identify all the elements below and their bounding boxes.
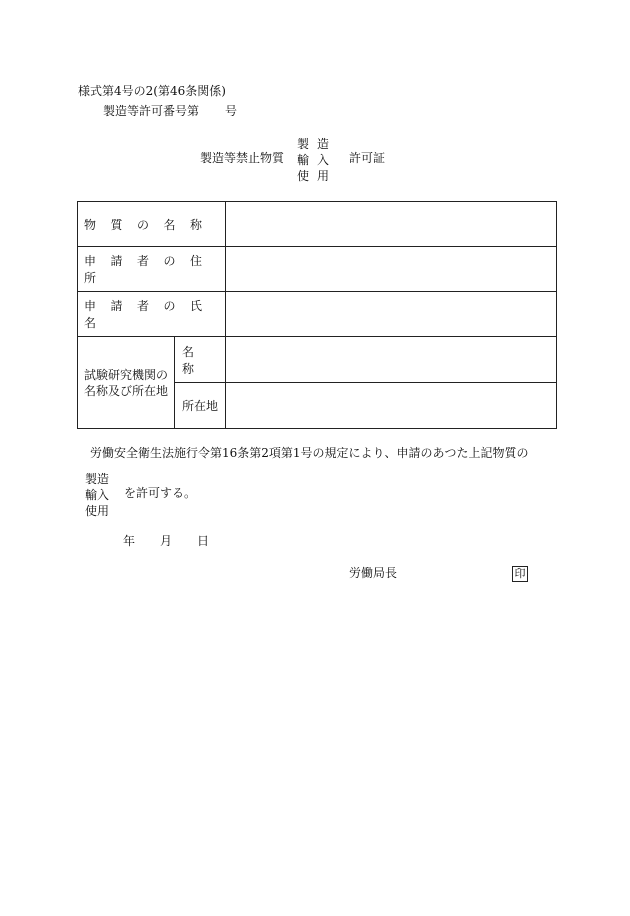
body-verb-manufacture: 製造 (85, 472, 110, 486)
title-verb-use: 使用 (297, 169, 338, 183)
body-verb-use: 使用 (85, 504, 110, 518)
regulation-text: 労働安全衛生法施行令第16条第2項第1号の規定により、申請のあつた上記物質の (90, 446, 529, 460)
title-suffix: 許可証 (349, 151, 386, 165)
label-institution-line2: 名称及び所在地 (84, 383, 169, 398)
label-institution (78, 337, 175, 429)
title-main: 製造等禁止物質 (200, 151, 285, 165)
row-applicant-address (78, 247, 557, 292)
row-substance-name (78, 202, 557, 247)
form-number: 様式第4号の2(第46条関係) (78, 84, 226, 98)
title-verb-stack (297, 136, 337, 184)
field-substance-name[interactable] (226, 202, 557, 247)
label-substance-name: 物質の名称 (78, 202, 226, 247)
field-inst-name[interactable] (226, 337, 557, 383)
permit-prefix: 製造等許可番号第 (103, 104, 200, 118)
bureau-chief: 労働局長 (349, 566, 398, 580)
title-verb-import: 輸入 (297, 153, 338, 167)
permit-table (77, 201, 557, 429)
field-applicant-name[interactable] (226, 292, 557, 337)
permission-text: を許可する。 (124, 486, 197, 500)
label-applicant-address: 申請者の住所 (78, 247, 226, 292)
row-institution-name (78, 337, 557, 383)
date-month: 月 (160, 534, 173, 548)
permit-suffix: 号 (225, 104, 238, 118)
date-year: 年 (123, 534, 136, 548)
field-inst-location[interactable] (226, 383, 557, 429)
label-applicant-name: 申請者の氏名 (78, 292, 226, 337)
label-institution-line1: 試験研究機関の (84, 367, 169, 382)
date-line (123, 535, 209, 547)
date-day: 日 (197, 534, 210, 548)
body-verb-import: 輸入 (85, 488, 110, 502)
permit-number-line (103, 105, 237, 117)
label-inst-name: 名称 (175, 337, 226, 383)
body-verb-stack (85, 471, 109, 519)
seal-mark: 印 (512, 566, 528, 582)
label-inst-location: 所在地 (175, 383, 226, 429)
field-applicant-address[interactable] (226, 247, 557, 292)
title-verb-manufacture: 製造 (297, 137, 338, 151)
row-applicant-name (78, 292, 557, 337)
